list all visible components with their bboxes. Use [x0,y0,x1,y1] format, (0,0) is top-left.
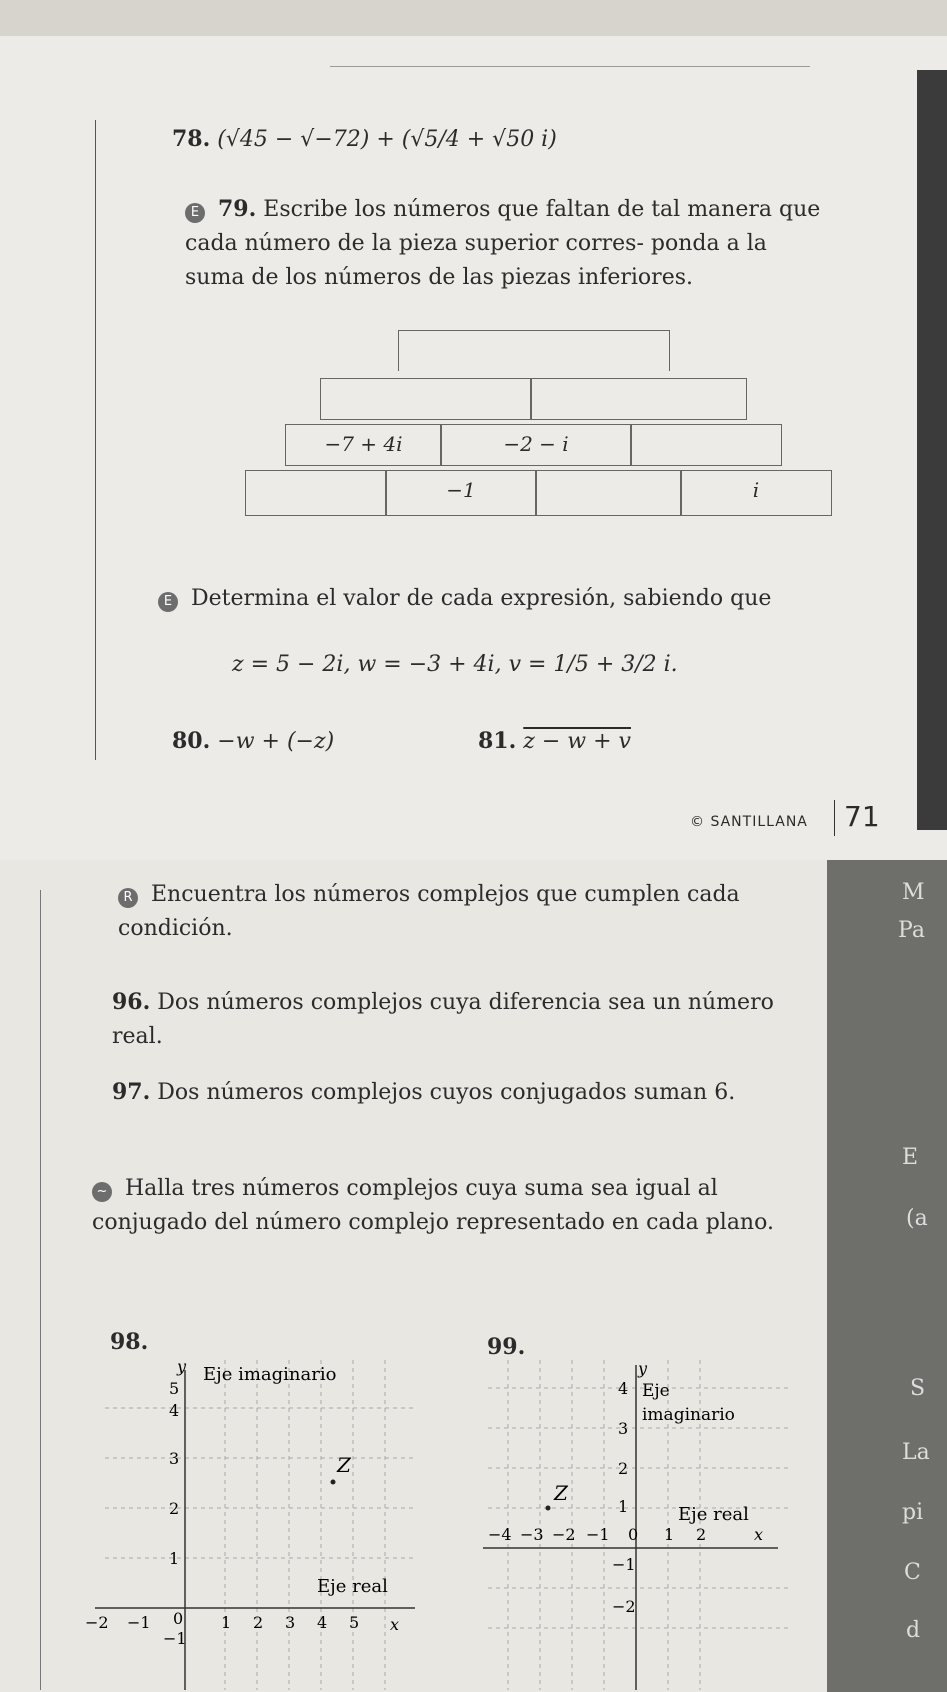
exercise-97 [112,1075,812,1110]
exercise-number: 78. [172,126,211,152]
difficulty-badge: ~ [92,1182,112,1202]
x-tick: −1 [586,1525,610,1544]
x-tick: 5 [349,1613,360,1632]
exercise-number: 79. [218,196,257,222]
x-tick: −1 [127,1613,151,1632]
exercise-79 [185,192,825,295]
point-z-label: Z [554,1481,568,1505]
side-fragment: La [902,1440,930,1465]
x-tick: 4 [317,1613,328,1632]
exercise-number: 80. [172,728,211,754]
y-tick: −2 [612,1597,636,1616]
y-tick: 5 [169,1379,180,1398]
footer-divider [834,800,835,836]
exercise-81 [478,724,631,759]
binding-strip [917,70,947,830]
given-values: z = 5 − 2i, w = −3 + 4i, v = 1/5 + 3/2 i. [232,652,678,677]
exercise-number: 96. [112,989,151,1015]
margin-line [95,120,96,760]
imaginary-axis-label: Eje [642,1381,670,1401]
exercise-78 [172,122,557,157]
page-edge [0,0,947,36]
publisher-brand: © SANTILLANA [690,814,808,830]
pyramid-cell[interactable] [245,470,387,516]
determine-instruction [158,582,838,616]
imaginary-axis-label: Eje imaginario [203,1364,337,1385]
pyramid-cell[interactable]: −2 − i [440,424,632,466]
side-fragment: Pa [898,918,925,943]
side-fragment: M [902,880,925,905]
exercise-98-number: 98. [110,1329,149,1355]
y-tick: 4 [618,1379,629,1398]
side-fragment: pi [902,1500,924,1525]
side-fragment: C [904,1560,921,1585]
pyramid-cell[interactable] [535,470,682,516]
x-axis-label: x [390,1615,400,1634]
point-z [546,1506,551,1511]
exercise-expression: z − w + v [523,729,631,754]
margin-line [40,890,41,1690]
halla-instruction [92,1172,812,1240]
y-tick: 4 [169,1401,180,1420]
x-tick: −2 [552,1525,576,1544]
complex-plane-99 [478,1360,798,1690]
x-tick: −2 [85,1613,109,1632]
side-fragment: E [902,1145,919,1170]
y-tick: −1 [163,1629,187,1648]
pyramid-cell[interactable] [320,378,532,420]
pyramid-cell[interactable]: −1 [385,470,537,516]
exercise-number: 97. [112,1079,151,1105]
y-tick: 3 [618,1419,629,1438]
imaginary-axis-label: imaginario [642,1405,735,1425]
exercise-text: Dos números complejos cuya diferencia sea un número real. [112,990,774,1049]
side-fragment: S [910,1376,926,1401]
exercise-text: Escribe los números que faltan de tal manera que cada número de la pieza superior corres- ponda a la suma de los números de las piezas inferiores. [185,197,821,290]
y-tick: −1 [612,1555,636,1574]
exercise-99-number: 99. [487,1334,526,1360]
exercise-96 [112,985,812,1054]
pyramid-cell[interactable] [630,424,782,466]
x-tick: 0 [628,1525,639,1544]
x-tick: 2 [253,1613,264,1632]
instruction-text: Halla tres números complejos cuya suma sea igual al conjugado del número complejo representado en cada plano. [92,1176,774,1235]
point-z-label: Z [337,1453,351,1477]
x-tick: −4 [488,1525,512,1544]
side-fragment: (a [906,1206,928,1231]
difficulty-badge: E [158,592,178,612]
complex-plane-98 [85,1360,425,1690]
side-fragment: d [906,1618,921,1643]
instruction-text: Encuentra los números complejos que cumplen cada condición. [118,882,740,941]
x-tick: 3 [285,1613,296,1632]
pyramid-top-cell[interactable] [398,330,670,371]
y-axis-label: y [638,1360,648,1378]
y-tick: 2 [618,1459,629,1478]
exercise-expression: −w + (−z) [217,729,335,754]
x-tick: −3 [520,1525,544,1544]
difficulty-badge: R [118,888,138,908]
x-axis-label: x [754,1525,764,1544]
exercise-text: Dos números complejos cuyos conjugados suman 6. [157,1080,736,1105]
y-tick: 1 [618,1497,629,1516]
x-tick: 1 [221,1613,232,1632]
x-tick: 0 [173,1609,184,1628]
y-tick: 1 [169,1549,180,1568]
y-tick: 3 [169,1449,180,1468]
exercise-number: 81. [478,728,517,754]
real-axis-label: Eje real [678,1504,749,1525]
pyramid-cell[interactable] [530,378,747,420]
exercise-expression: (√45 − √−72) + (√5/4 + √50 i) [217,127,557,152]
find-instruction [118,878,818,946]
exercise-80 [172,724,334,759]
x-tick: 2 [696,1525,707,1544]
page-number: 71 [844,800,880,833]
pyramid-cell[interactable]: −7 + 4i [285,424,442,466]
instruction-text: Determina el valor de cada expresión, sabiendo que [191,586,772,611]
difficulty-badge: E [185,203,205,223]
x-tick: 1 [664,1525,675,1544]
real-axis-label: Eje real [317,1576,388,1597]
y-tick: 2 [169,1499,180,1518]
facing-page-edge [827,860,947,1692]
divider [330,66,810,67]
pyramid-cell[interactable]: i [680,470,832,516]
y-axis-label: y [177,1360,187,1376]
point-z [331,1480,336,1485]
